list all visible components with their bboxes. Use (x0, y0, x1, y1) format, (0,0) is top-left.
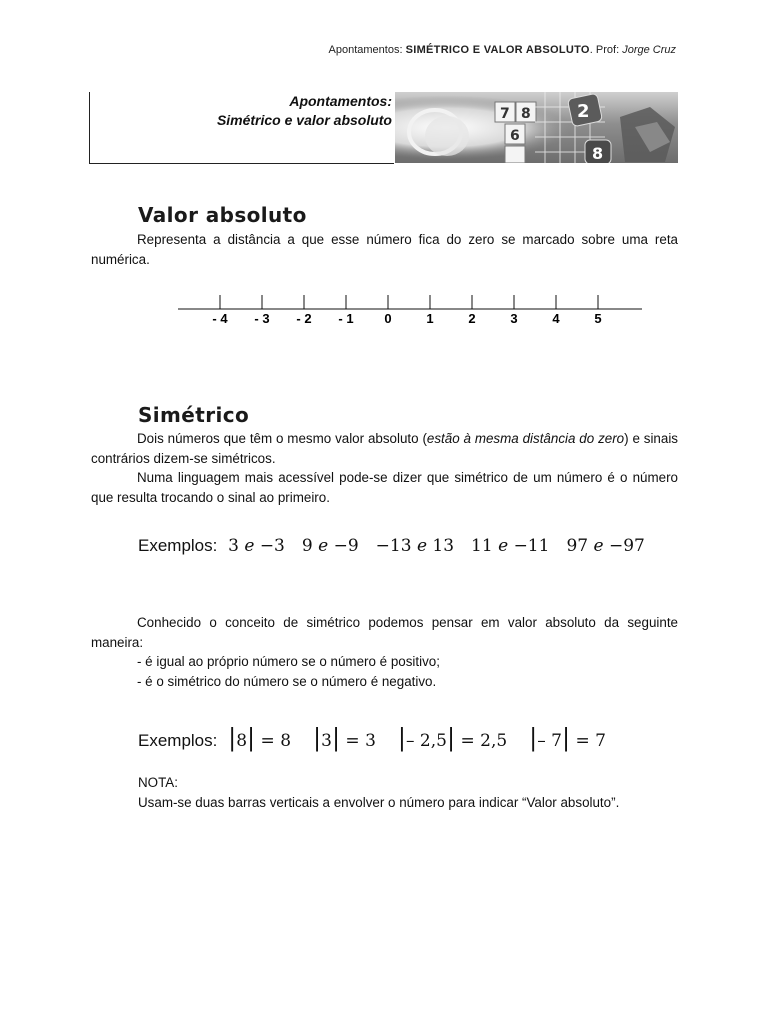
absolute-bar-left: | (228, 724, 237, 752)
number-line-label: 5 (594, 311, 602, 326)
examples-simetricos (138, 536, 662, 556)
symmetric-pair (228, 536, 285, 556)
banner-digit-3: 6 (510, 128, 520, 144)
absolute-bar-left: | (397, 724, 407, 752)
absolute-result: 8 (280, 731, 292, 751)
absolute-bar-right: | (446, 724, 456, 752)
nota-text: Usam-se duas barras verticais a envolver o número para indicar “Valor absoluto”. (138, 795, 620, 810)
absolute-result: 3 (365, 731, 376, 751)
absolute-inside: 8 (236, 731, 248, 751)
pair-value-b: −11 (513, 536, 550, 556)
header-prefix: Apontamentos: (328, 44, 406, 56)
absolute-result: 7 (595, 731, 606, 751)
absolute-value-example (529, 724, 606, 752)
banner-digit-1: 7 (500, 106, 510, 122)
absolute-bar-right: | (562, 724, 571, 752)
banner-digit-2: 8 (521, 106, 531, 122)
pair-value-b: 13 (432, 536, 455, 556)
number-line-label: - 4 (212, 311, 228, 326)
header-author: Jorge Cruz (622, 44, 676, 56)
pair-connector: e (244, 536, 260, 556)
absolute-inside: – 7 (537, 731, 562, 751)
pair-value-a: 9 (301, 536, 313, 556)
banner-digit-5: 8 (592, 144, 604, 163)
examples-pairs (228, 536, 662, 556)
number-line-label: - 1 (338, 311, 354, 326)
absolute-result: 2,5 (480, 731, 508, 751)
simetrico-explanation: Numa linguagem mais acessível pode-se dizer que simétrico de um número é o número que resulta trocando o sinal ao primeiro. (91, 470, 678, 505)
pair-connector: e (593, 536, 609, 556)
absolute-bar-left: | (313, 724, 322, 752)
examples-label-2: Exemplos: (138, 731, 218, 750)
header-topic: SIMÉTRICO E VALOR ABSOLUTO (405, 44, 590, 56)
symmetric-pair (302, 536, 359, 556)
title-banner-image (395, 92, 678, 163)
title-box-text (0, 92, 392, 130)
pair-value-b: −3 (259, 536, 285, 556)
pair-connector: e (416, 536, 433, 556)
examples-valor-absoluto (138, 724, 628, 752)
equals-sign: = (570, 731, 596, 751)
heading-simetrico: Simétrico (138, 403, 250, 427)
symmetric-pair (566, 536, 644, 556)
simetrico-p1-before: Dois números que têm o mesmo valor absoluto ( (137, 431, 427, 446)
conceito-intro: Conhecido o conceito de simétrico podemos pensar em valor absoluto da seguinte maneira: (91, 615, 678, 650)
absolute-bar-right: | (247, 724, 256, 752)
pair-value-a: 3 (228, 536, 239, 556)
equals-sign: = (255, 731, 281, 751)
number-line-label: 0 (384, 311, 392, 326)
absolute-value-example (397, 724, 508, 752)
valor-absoluto-definition: Representa a distância a que esse número fica do zero se marcado sobre uma reta numérica. (91, 232, 678, 267)
nota-label: NOTA: (138, 775, 178, 790)
number-line-label: - 2 (296, 311, 312, 326)
symmetric-pair (376, 536, 454, 556)
simetrico-definition (91, 429, 678, 468)
conceito-item-positive: - é igual ao próprio número se o número é positivo; (137, 654, 440, 669)
heading-valor-absoluto: Valor absoluto (138, 203, 307, 227)
simetrico-p1-italic: estão à mesma distância do zero (426, 431, 625, 446)
pair-value-b: −97 (608, 536, 645, 556)
title-line-2: Simétrico e valor absoluto (216, 112, 392, 128)
conceito-item-negative: - é o simétrico do número se o número é negativo. (137, 674, 437, 689)
absolute-value-example (313, 724, 376, 752)
absolute-bar-right: | (331, 724, 341, 752)
symmetric-pair (471, 536, 549, 556)
absolute-inside: 3 (321, 731, 332, 751)
pair-value-a: 97 (566, 536, 589, 556)
number-line-label: 4 (552, 311, 560, 326)
pair-connector: e (318, 536, 334, 556)
pair-value-a: −13 (375, 536, 412, 556)
pair-value-a: 11 (471, 536, 493, 556)
absolute-inside: – 2,5 (406, 731, 447, 751)
banner-digit-4: 2 (577, 101, 590, 122)
examples-label: Exemplos: (138, 536, 218, 555)
absolute-value-example (228, 724, 292, 752)
number-line-label: 2 (468, 311, 476, 326)
number-line-label: 3 (510, 311, 518, 326)
title-line-1: Apontamentos: (289, 93, 392, 109)
running-header (0, 44, 676, 56)
pair-value-b: −9 (333, 536, 359, 556)
equals-sign: = (455, 731, 481, 751)
equals-sign: = (340, 731, 366, 751)
absolute-bar-left: | (529, 724, 538, 752)
absolute-value-examples (228, 724, 628, 752)
number-line-label: 1 (426, 311, 434, 326)
simetrico-p1-after: ) e sinais contrários dizem-se simétricos. (91, 431, 678, 466)
number-line (178, 292, 644, 328)
header-mid: . Prof: (589, 44, 623, 56)
number-line-label: - 3 (254, 311, 270, 326)
pair-connector: e (498, 536, 514, 556)
banner-graphic (395, 92, 678, 163)
